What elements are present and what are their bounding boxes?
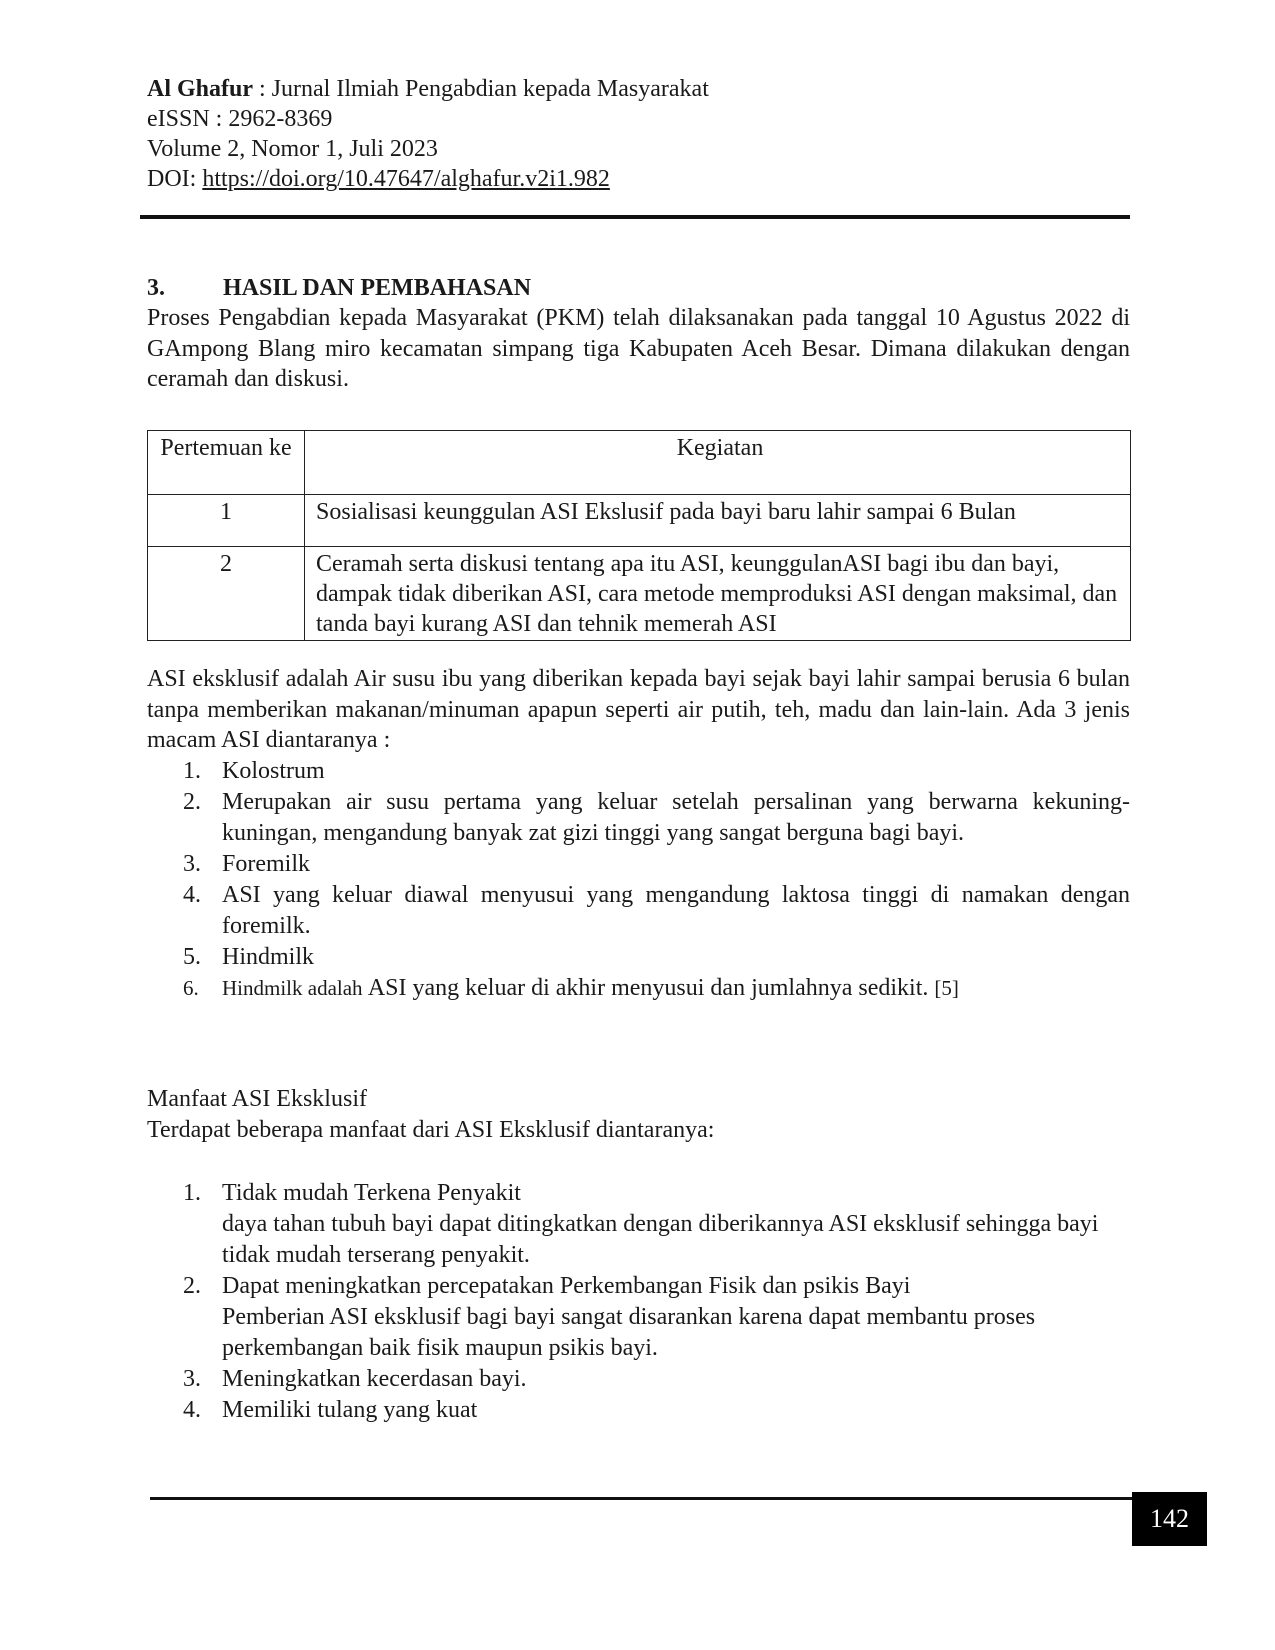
issn: eISSN : 2962-8369 <box>147 106 333 132</box>
asi-types-list <box>147 756 1130 1004</box>
doi-line <box>147 164 610 194</box>
volume-info: Volume 2, Nomor 1, Juli 2023 <box>147 136 438 162</box>
benefit-desc: daya tahan tubuh bayi dapat ditingkatkan dengan diberikannya ASI eksklusif sehingga bayi tidak mudah terserang penyakit. <box>222 1211 1099 1268</box>
journal-subtitle: : Jurnal Ilmiah Pengabdian kepada Masyarakat <box>253 76 709 102</box>
meeting-number: 2 <box>148 547 305 641</box>
activity-text: Ceramah serta diskusi tentang apa itu ASI, keunggulanASI bagi ibu dan bayi, dampak tidak diberikan ASI, cara metode memproduksi ASI dengan maksimal, dan tanda bayi kurang ASI dan tehnik memerah ASI <box>305 547 1131 641</box>
list-item: 6. Hindmilk adalah ASI yang keluar di akhir menyusui dan jumlahnya sedikit. [5] <box>183 975 959 1001</box>
benefit-title: Meningkatkan kecerdasan bayi. <box>222 1366 527 1392</box>
citation-ref: [5] <box>934 976 959 1000</box>
list-item: 3. Foremilk <box>183 851 310 877</box>
list-item: 4. Memiliki tulang yang kuat <box>147 1395 1130 1426</box>
benefit-title: Dapat meningkatkan percepatakan Perkembangan Fisik dan psikis Bayi <box>222 1273 911 1299</box>
meeting-number: 1 <box>148 495 305 547</box>
doi-link[interactable]: https://doi.org/10.47647/alghafur.v2i1.982 <box>202 166 610 192</box>
list-item: 1. Tidak mudah Terkena Penyakit daya tahan tubuh bayi dapat ditingkatkan dengan diberikannya ASI eksklusif sehingga bayi tidak mudah terserang penyakit. <box>147 1178 1130 1271</box>
section-heading <box>147 273 531 303</box>
benefit-title: Memiliki tulang yang kuat <box>222 1397 478 1423</box>
list-item: 2. Merupakan air susu pertama yang keluar setelah persalinan yang berwarna kekuning-kuningan, mengandung banyak zat gizi tinggi yang sangat berguna bagi bayi. <box>183 789 1130 846</box>
activity-text: Sosialisasi keunggulan ASI Ekslusif pada bayi baru lahir sampai 6 Bulan <box>305 495 1131 547</box>
manfaat-list <box>147 1178 1130 1426</box>
table-row <box>148 495 1131 547</box>
benefit-desc: Pemberian ASI eksklusif bagi bayi sangat disarankan karena dapat membantu proses perkembangan baik fisik maupun psikis bayi. <box>222 1304 1036 1361</box>
list-item: 5. Hindmilk <box>183 944 315 970</box>
col-header-meeting: Pertemuan ke <box>148 431 305 495</box>
list-item: 2. Dapat meningkatkan percepatakan Perkembangan Fisik dan psikis Bayi Pemberian ASI eksklusif bagi bayi sangat disarankan karena dapat membantu proses perkembangan baik fisik maupun psikis bayi. <box>147 1271 1130 1364</box>
asi-paragraph: ASI eksklusif adalah Air susu ibu yang diberikan kepada bayi sejak bayi lahir sampai berusia 6 bulan tanpa memberikan makanan/minuman apapun seperti air putih, teh, madu dan lain-lain. Ada 3 jenis macam ASI diantaranya : <box>147 666 1130 753</box>
section-number: 3. <box>147 275 165 301</box>
manfaat-heading: Manfaat ASI Eksklusif <box>147 1086 367 1112</box>
journal-name: Al Ghafur <box>147 76 254 102</box>
activity-table <box>147 430 1131 641</box>
doi-label: DOI: <box>147 166 203 192</box>
list-item: 3. Meningkatkan kecerdasan bayi. <box>147 1364 1130 1395</box>
journal-title-line <box>147 74 709 104</box>
footer-rule <box>150 1497 1140 1500</box>
header-rule <box>140 215 1130 219</box>
benefit-title: Tidak mudah Terkena Penyakit <box>222 1180 521 1206</box>
page-number: 142 <box>1132 1492 1207 1546</box>
table-row <box>148 547 1131 641</box>
intro-paragraph: Proses Pengabdian kepada Masyarakat (PKM) telah dilaksanakan pada tanggal 10 Agustus 2022 di GAmpong Blang miro kecamatan simpang tiga Kabupaten Aceh Besar. Dimana dilakukan dengan ceramah dan diskusi. <box>147 305 1130 392</box>
manfaat-intro: Terdapat beberapa manfaat dari ASI Eksklusif diantaranya: <box>147 1117 715 1143</box>
list-item: 4. ASI yang keluar diawal menyusui yang mengandung laktosa tinggi di namakan dengan foremilk. <box>183 882 1130 939</box>
col-header-activity: Kegiatan <box>305 431 1131 495</box>
table-header-row <box>148 431 1131 495</box>
section-title: HASIL DAN PEMBAHASAN <box>223 275 532 301</box>
list-item: 1. Kolostrum <box>183 758 325 784</box>
